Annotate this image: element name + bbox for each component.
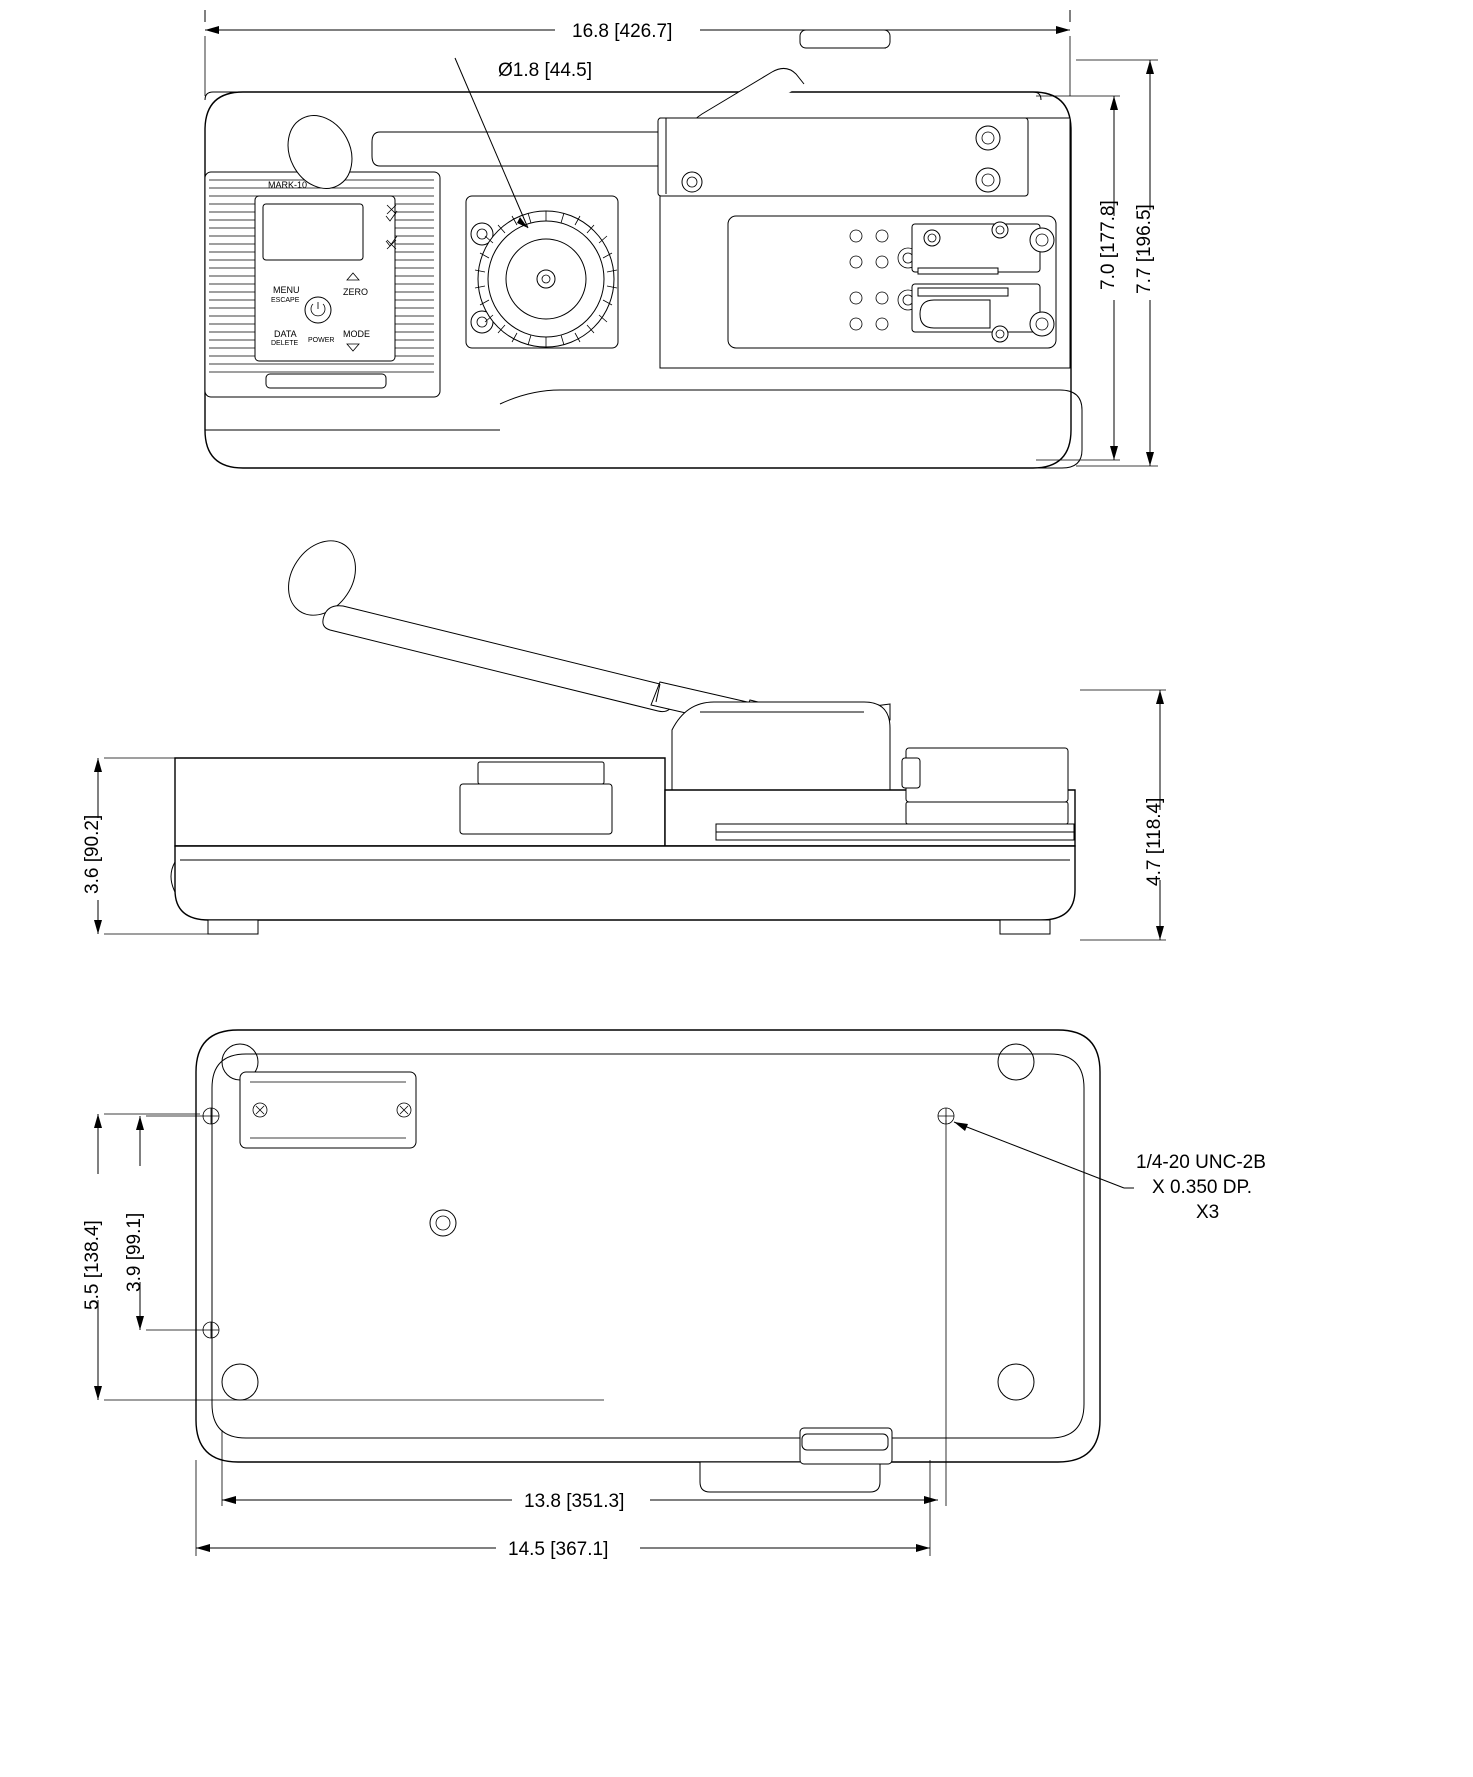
- threaded-hole: [203, 1108, 219, 1124]
- dim-base-width-outer: 14.5 [367.1]: [508, 1539, 609, 1560]
- power-label: POWER: [308, 337, 335, 344]
- dim-body-height: 3.6 [90.2]: [82, 814, 103, 894]
- dim-knob-diameter: Ø1.8 [44.5]: [498, 60, 593, 81]
- dim-depth-outer: 7.7 [196.5]: [1134, 204, 1155, 294]
- dim-total-height: 4.7 [118.4]: [1144, 797, 1165, 886]
- mode-label: MODE: [343, 329, 370, 339]
- brand-label: MARK-10: [268, 180, 308, 190]
- escape-label: ESCAPE: [271, 297, 300, 304]
- dim-base-width-inner: 13.8 [351.3]: [524, 1491, 625, 1512]
- dim-hole-spacing-outer: 5.5 [138.4]: [82, 1220, 103, 1310]
- threaded-hole: [203, 1322, 219, 1338]
- menu-label: MENU: [273, 285, 300, 295]
- data-label: DATA: [274, 329, 297, 339]
- dim-overall-width: 16.8 [426.7]: [572, 21, 673, 42]
- dim-depth-inner: 7.0 [177.8]: [1098, 200, 1119, 290]
- zero-label: ZERO: [343, 287, 369, 297]
- delete-label: DELETE: [271, 340, 299, 347]
- note-thread-line2: X 0.350 DP.: [1152, 1177, 1253, 1198]
- bottom-view: [196, 1030, 1100, 1492]
- note-thread-line3: X3: [1196, 1202, 1220, 1223]
- note-thread-line1: 1/4-20 UNC-2B: [1136, 1152, 1266, 1173]
- top-view: [205, 30, 1082, 468]
- front-view: [171, 528, 1075, 934]
- dim-hole-spacing-inner: 3.9 [99.1]: [124, 1212, 145, 1292]
